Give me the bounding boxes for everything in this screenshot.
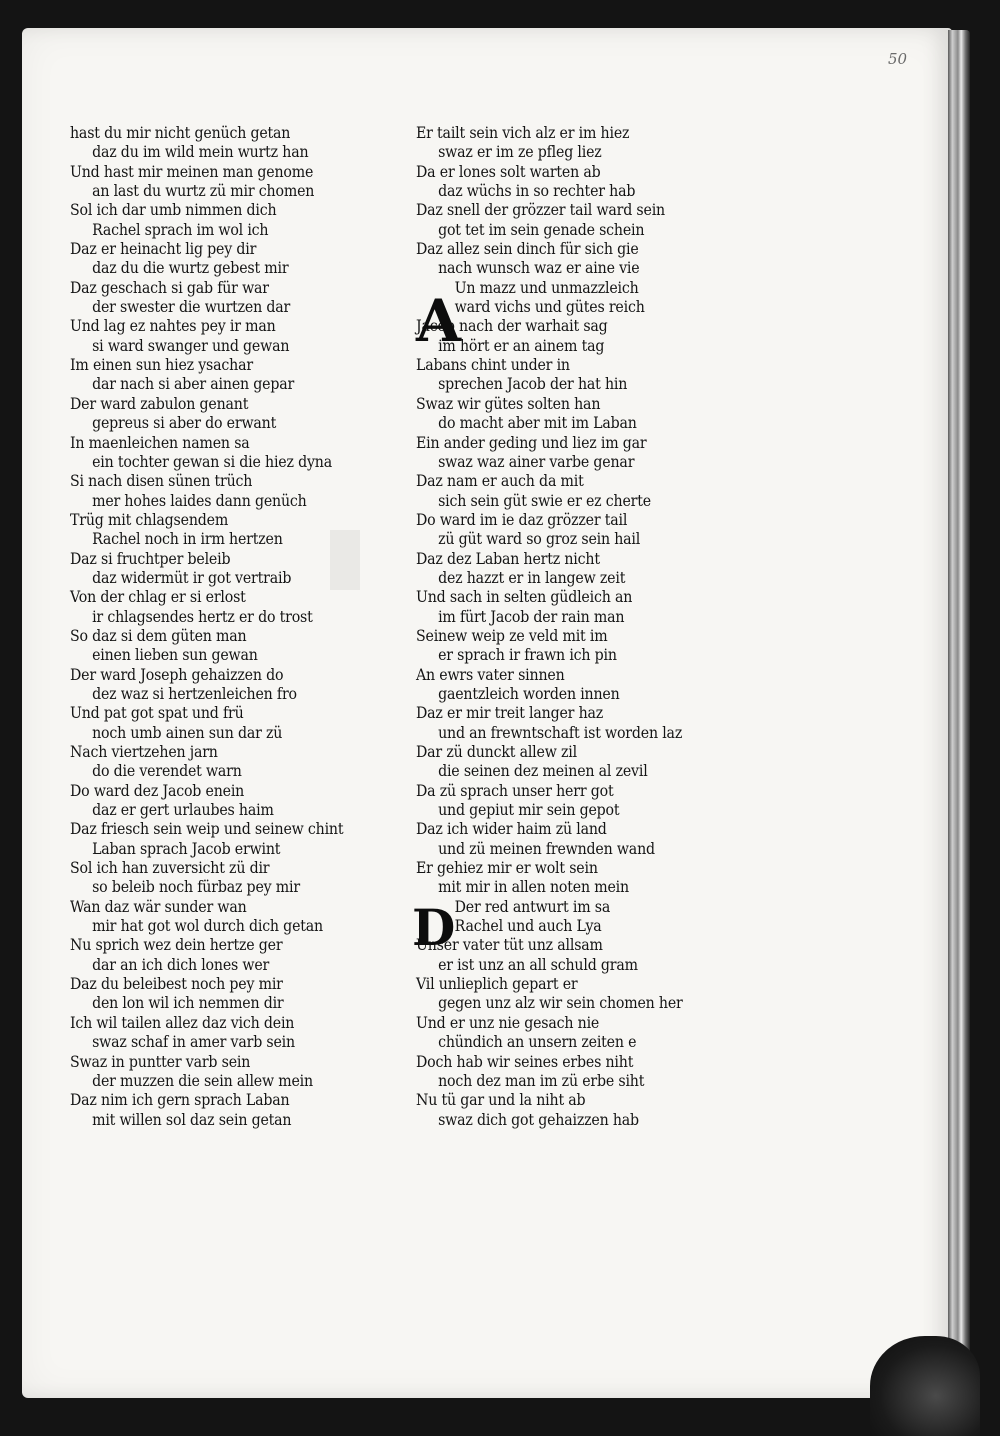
verse-line: sprechen Jacob der hat hin: [438, 375, 628, 394]
verse-line: Daz nim ich gern sprach Laban: [70, 1091, 290, 1110]
verse-line: ein tochter gewan si die hiez dyna: [92, 452, 332, 471]
verse-line: nach wunsch waz er aine vie: [438, 259, 640, 278]
holding-thumb: [870, 1336, 980, 1436]
verse-line: Daz dez Laban hertz nicht: [416, 549, 600, 568]
verse-line: so beleib noch fürbaz pey mir: [92, 878, 300, 897]
folio-number: 50: [888, 50, 908, 68]
verse-line: Un mazz und unmazzleich: [454, 278, 639, 297]
verse-line: Der ward Joseph gehaizzen do: [70, 665, 284, 684]
verse-line: Nu tü gar und la niht ab: [416, 1091, 586, 1110]
verse-line: Swaz wir gütes solten han: [416, 394, 601, 413]
verse-line: dez waz si hertzenleichen fro: [92, 684, 297, 703]
left-text-column: [70, 124, 410, 1130]
verse-line: mit mir in allen noten mein: [438, 878, 629, 897]
verse-line: Der ward zabulon genant: [70, 394, 249, 413]
verse-line: Und sach in selten güdleich an: [416, 588, 633, 607]
verse-line: chündich an unsern zeiten e: [438, 1033, 637, 1052]
verse-line: an last du wurtz zü mir chomen: [92, 182, 315, 201]
verse-line: Laban sprach Jacob erwint: [92, 839, 281, 858]
verse-line: Und pat got spat und frü: [70, 704, 244, 723]
verse-line: Er gehiez mir er wolt sein: [416, 859, 598, 878]
verse-line: noch umb ainen sun dar zü: [92, 723, 283, 742]
verse-line: einen lieben sun gewan: [92, 646, 258, 665]
verse-line: Von der chlag er si erlost: [70, 588, 246, 607]
verse-line: Si nach disen sünen trüch: [70, 472, 253, 491]
verse-line: Daz nam er auch da mit: [416, 472, 584, 491]
verse-line: Vil unlieplich gepart er: [416, 975, 578, 994]
verse-line: Nach viertzehen jarn: [70, 743, 218, 761]
verse-line: dar nach si aber ainen gepar: [92, 375, 295, 394]
verse-line: swaz er im ze pfleg liez: [438, 143, 602, 162]
verse-line: Rachel und auch Lya: [454, 917, 602, 936]
verse-line: daz du die wurtz gebest mir: [92, 259, 289, 278]
verse-line: Daz snell der grözzer tail ward sein: [416, 201, 665, 220]
verse-line: Dar zü dunckt allew zil: [416, 743, 577, 761]
verse-line: swaz dich got gehaizzen hab: [438, 1110, 639, 1129]
verse-line: Sol ich han zuversicht zü dir: [70, 859, 270, 878]
verse-line: Jacob nach der warhait sag: [416, 317, 608, 336]
verse-line: im hört er an ainem tag: [438, 336, 605, 355]
verse-line: Daz er heinacht lig pey dir: [70, 240, 257, 259]
verse-line: swaz waz ainer varbe genar: [438, 452, 635, 471]
verse-line: ward vichs und gütes reich: [454, 298, 645, 317]
verse-line: und gepiut mir sein gepot: [438, 801, 620, 820]
verse-line: Nu sprich wez dein hertze ger: [70, 936, 283, 955]
verse-line: und an frewntschaft ist worden laz: [438, 723, 683, 742]
verse-line: daz er gert urlaubes haim: [92, 801, 274, 820]
verse-line: Rachel sprach im wol ich: [92, 220, 269, 239]
verse-line: swaz schaf in amer varb sein: [92, 1033, 295, 1052]
verse-line: Rachel noch in irm hertzen: [92, 530, 283, 549]
verse-line: gepreus si aber do erwant: [92, 414, 277, 433]
verse-line: do macht aber mit im Laban: [438, 414, 637, 433]
verse-line: Daz si fruchtper beleib: [70, 549, 231, 568]
verse-line: Im einen sun hiez ysachar: [70, 356, 253, 375]
verse-line: Er tailt sein vich alz er im hiez: [416, 124, 630, 142]
verse-line: Do ward dez Jacob enein: [70, 781, 245, 800]
verse-line: die seinen dez meinen al zevil: [438, 762, 648, 781]
initial-D: D: [412, 898, 456, 957]
verse-line: Sol ich dar umb nimmen dich: [70, 201, 277, 220]
verse-line: der swester die wurtzen dar: [92, 298, 291, 317]
verse-line: do die verendet warn: [92, 762, 242, 781]
verse-line: er sprach ir frawn ich pin: [438, 646, 617, 665]
verse-line: Seinew weip ze veld mit im: [416, 626, 608, 645]
verse-line: An ewrs vater sinnen: [416, 665, 565, 684]
verse-line: er ist unz an all schuld gram: [438, 955, 638, 974]
verse-line: sich sein güt swie er ez cherte: [438, 491, 651, 510]
verse-line: und zü meinen frewnden wand: [438, 839, 655, 858]
verse-line: hast du mir nicht genüch getan: [70, 124, 291, 142]
verse-line: Daz er mir treit langer haz: [416, 704, 604, 723]
book-page-edges: [948, 30, 970, 1390]
verse-line: daz widermüt ir got vertraib: [92, 568, 292, 587]
verse-line: Do ward im ie daz grözzer tail: [416, 510, 628, 529]
verse-line: Daz friesch sein weip und seinew chint: [70, 820, 344, 839]
verse-line: So daz si dem güten man: [70, 626, 247, 645]
verse-line: In maenleichen namen sa: [70, 433, 250, 452]
verse-line: im fürt Jacob der rain man: [438, 607, 625, 626]
verse-line: Doch hab wir seines erbes niht: [416, 1052, 634, 1071]
initial-A: A: [416, 287, 462, 355]
verse-line: Der red antwurt im sa: [454, 897, 611, 916]
verse-line: gegen unz alz wir sein chomen her: [438, 994, 683, 1013]
verse-line: Und hast mir meinen man genome: [70, 162, 314, 181]
verse-line: Daz ich wider haim zü land: [416, 820, 607, 839]
verse-line: Und er unz nie gesach nie: [416, 1013, 600, 1032]
verse-line: der muzzen die sein allew mein: [92, 1071, 313, 1090]
verse-line: ir chlagsendes hertz er do trost: [92, 607, 313, 626]
verse-line: den lon wil ich nemmen dir: [92, 994, 284, 1013]
verse-line: Und lag ez nahtes pey ir man: [70, 317, 276, 336]
verse-line: Unser vater tüt unz allsam: [416, 936, 603, 955]
verse-line: gaentzleich worden innen: [438, 684, 620, 703]
verse-line: mit willen sol daz sein getan: [92, 1110, 292, 1129]
verse-line: Ich wil tailen allez daz vich dein: [70, 1013, 295, 1032]
verse-line: Daz du beleibest noch pey mir: [70, 975, 283, 994]
verse-line: Da er lones solt warten ab: [416, 162, 601, 181]
verse-line: mer hohes laides dann genüch: [92, 491, 307, 510]
verse-line: Daz geschach si gab für war: [70, 278, 269, 297]
right-text-column: [416, 124, 736, 1130]
verse-line: daz wüchs in so rechter hab: [438, 182, 636, 201]
verse-line: Labans chint under in: [416, 356, 570, 375]
verse-line: mir hat got wol durch dich getan: [92, 917, 323, 936]
verse-line: dez hazzt er in langew zeit: [438, 568, 626, 587]
verse-line: dar an ich dich lones wer: [92, 955, 270, 974]
verse-line: Da zü sprach unser herr got: [416, 781, 614, 800]
verse-line: Swaz in puntter varb sein: [70, 1052, 251, 1071]
verse-line: zü güt ward so groz sein hail: [438, 530, 641, 549]
verse-line: Wan daz wär sunder wan: [70, 897, 247, 916]
verse-line: si ward swanger und gewan: [92, 336, 290, 355]
verse-line: noch dez man im zü erbe siht: [438, 1071, 645, 1090]
verse-line: Ein ander geding und liez im gar: [416, 433, 647, 452]
verse-line: Daz allez sein dinch für sich gie: [416, 240, 639, 259]
verse-line: daz du im wild mein wurtz han: [92, 143, 309, 162]
verse-line: Trüg mit chlagsendem: [70, 510, 229, 529]
verse-line: got tet im sein genade schein: [438, 220, 645, 239]
